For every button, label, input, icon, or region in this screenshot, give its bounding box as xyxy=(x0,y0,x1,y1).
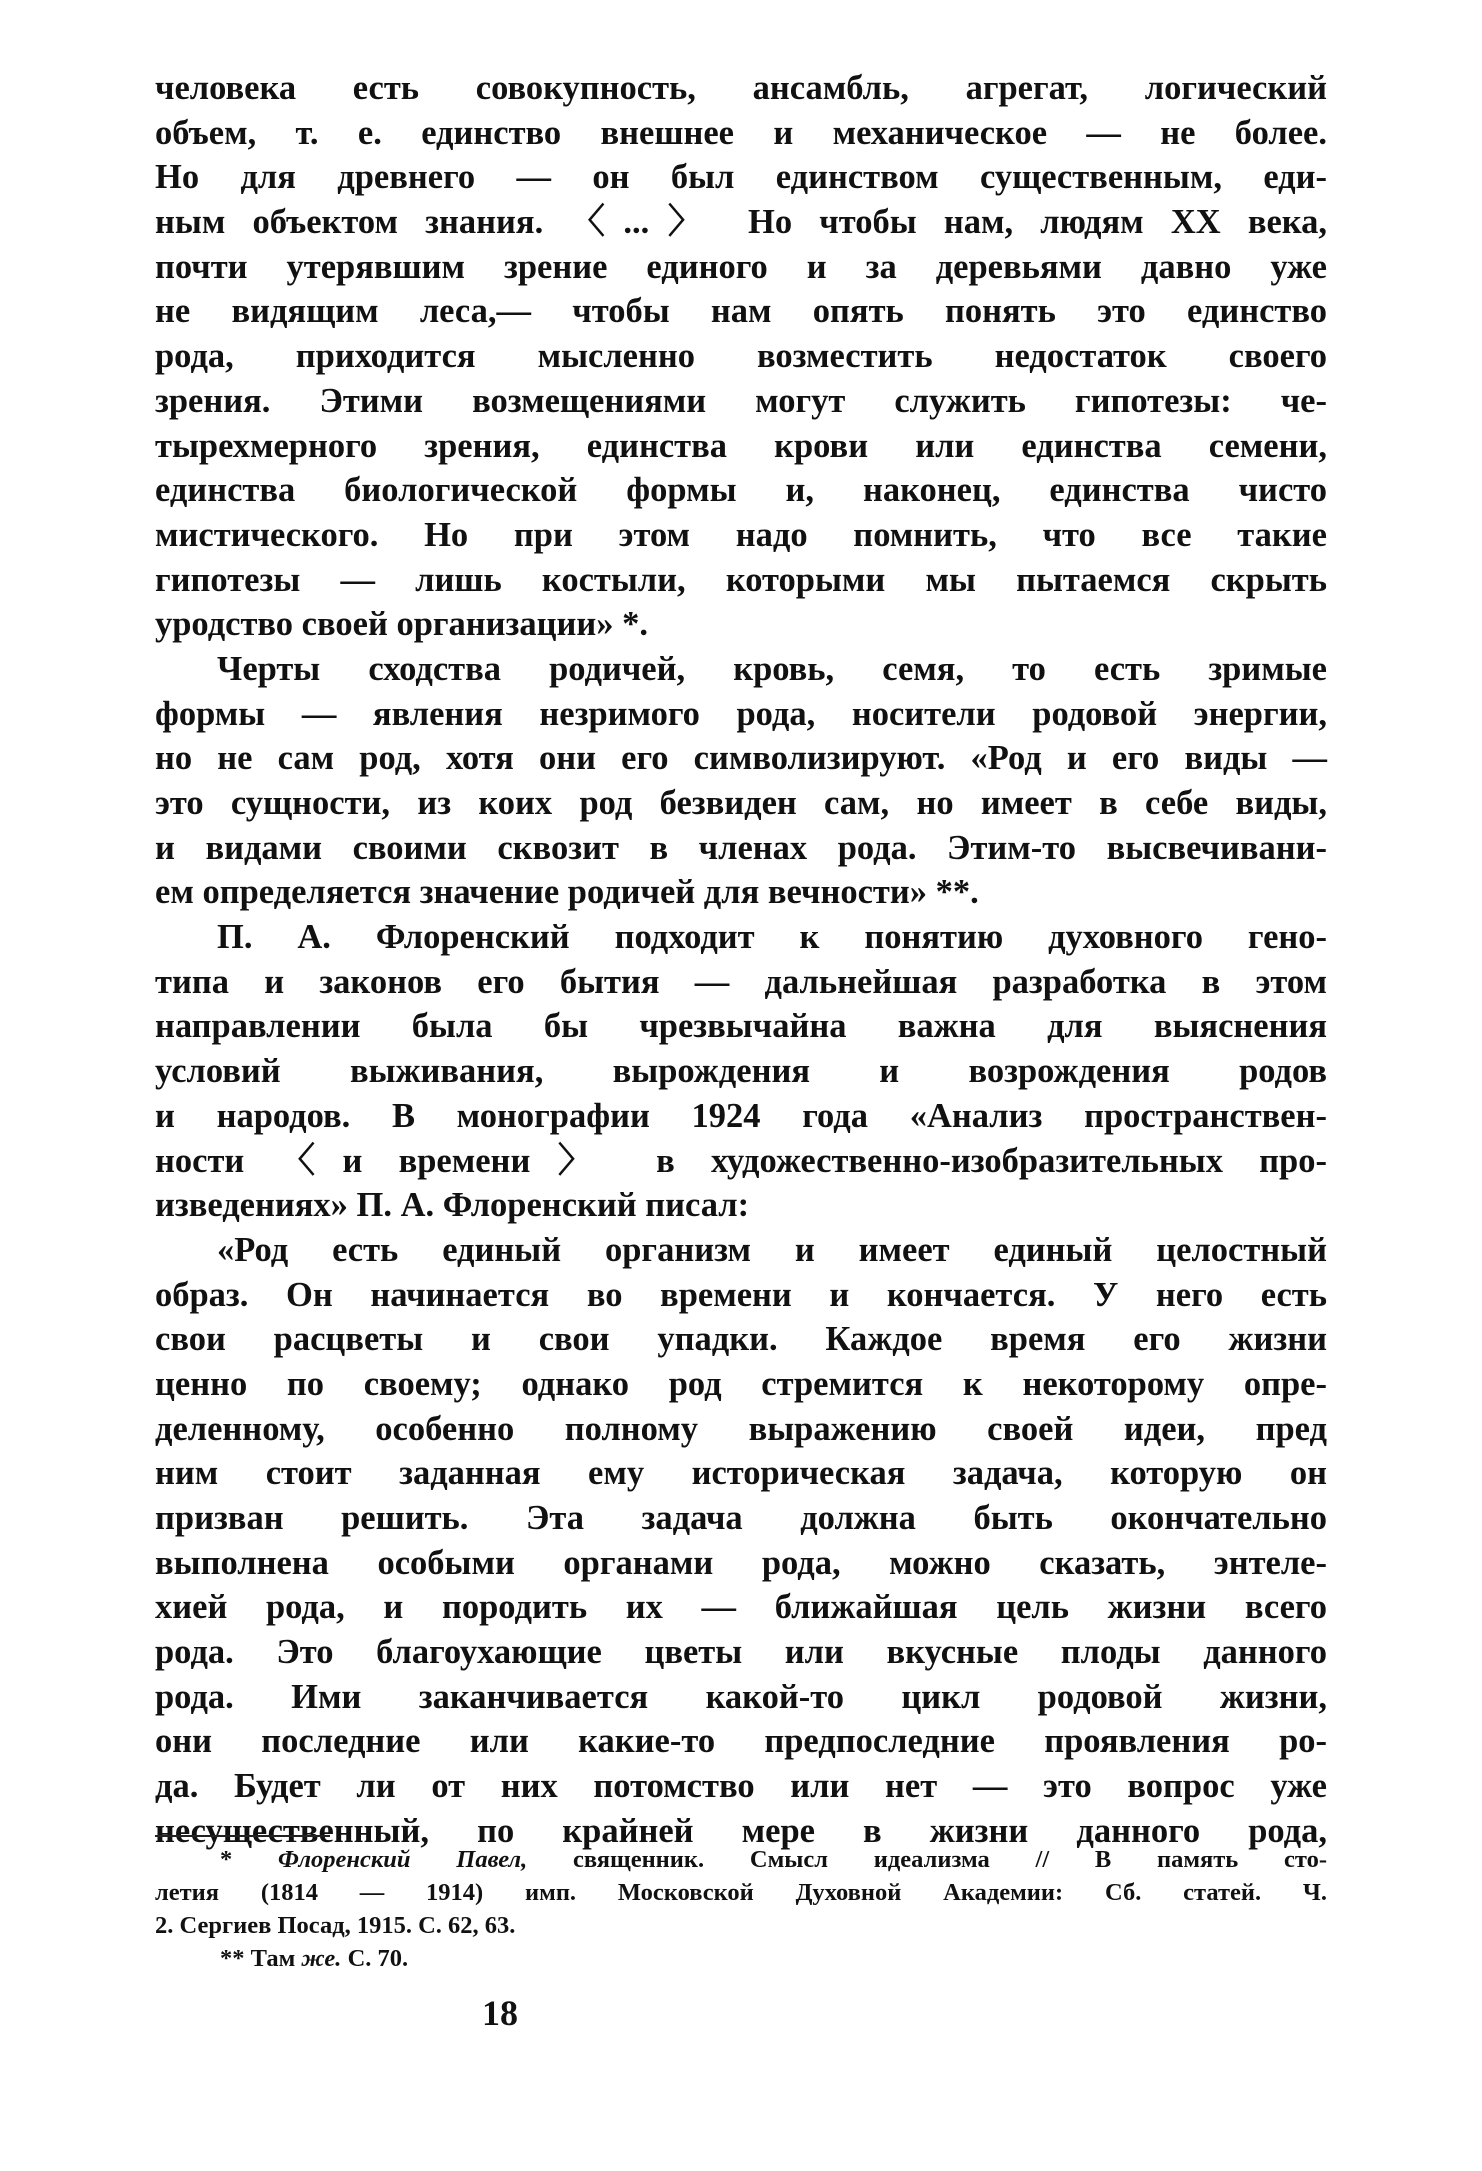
text-line: выполнена особыми органами рода, можно сказать, энтеле- xyxy=(155,1543,1327,1582)
text-line: но не сам род, хотя они его символизируют. «Род и его виды — xyxy=(155,739,1327,778)
paragraph-end-line: ем определяется значение родичей для вечности» **. xyxy=(155,873,979,912)
text-line: объем, т. е. единство внешнее и механическое — не более. xyxy=(155,113,1327,152)
text-line: и видами своими сквозит в членах рода. Этим-то высвечивани- xyxy=(155,828,1327,867)
text-line: ным объектом знания. 〈...〉 Но чтобы нам, людям XX века, xyxy=(155,203,1327,242)
footnote-marker: * xyxy=(220,1846,233,1873)
footnote-text: священник. Смысл идеализма // В память сто- xyxy=(572,1846,1328,1873)
text-line: деленному, особенно полному выражению своей идеи, пред xyxy=(155,1409,1327,1448)
text-line: призван решить. Эта задача должна быть окончательно xyxy=(155,1499,1327,1537)
paragraph-end-line: уродство своей организации» *. xyxy=(155,605,649,644)
paragraph-start-line: «Род есть единый организм и имеет единый целостный xyxy=(217,1230,1327,1269)
text-line: почти утерявшим зрение единого и за деревьями давно уже xyxy=(155,247,1327,286)
text-line: несущественный, по крайней мере в жизни данного рода, xyxy=(155,1811,1327,1850)
footnote-author: Флоренский Павел, xyxy=(278,1846,528,1873)
footnote-1-line-2: летия (1814 — 1914) имп. Московской Духовной Академии: Сб. статей. Ч. xyxy=(155,1879,1327,1906)
page-number: 18 xyxy=(482,1993,518,2033)
paragraph-start-line: П. А. Флоренский подходит к понятию духовного гено- xyxy=(217,918,1327,957)
text-line: ценно по своему; однако род стремится к некоторому опре- xyxy=(155,1364,1327,1403)
text-line: рода, приходится мысленно возместить недостаток своего xyxy=(155,337,1327,376)
text-line: типа и законов его бытия — дальнейшая разработка в этом xyxy=(155,962,1327,1001)
paragraph-end-line: изведениях» П. А. Флоренский писал: xyxy=(155,1186,750,1225)
footnote-text: С. 70. xyxy=(347,1945,409,1972)
text-line: условий выживания, вырождения и возрождения родов xyxy=(155,1052,1327,1091)
text-line: гипотезы — лишь костыли, которыми мы пытаемся скрыть xyxy=(155,560,1327,599)
text-line: рода. Ими заканчивается какой-то цикл родовой жизни, xyxy=(155,1677,1327,1716)
text-line: рода. Это благоухающие цветы или вкусные плоды данного xyxy=(155,1633,1327,1672)
text-line: ним стоит заданная ему историческая задача, которую он xyxy=(155,1454,1327,1493)
text-line: они последние или какие-то предпоследние проявления ро- xyxy=(155,1722,1327,1761)
text-line: это сущности, из коих род безвиден сам, но имеет в себе виды, xyxy=(155,784,1327,822)
footnote-2 xyxy=(155,1942,1327,1975)
footnotes xyxy=(155,1843,1327,1975)
footnote-separator xyxy=(155,1835,330,1837)
text-line: тырехмерного зрения, единства крови или единства семени, xyxy=(155,426,1327,465)
text-line: свои расцветы и свои упадки. Каждое время его жизни xyxy=(155,1320,1327,1359)
text-line: формы — явления незримого рода, носители родовой энергии, xyxy=(155,694,1327,733)
footnote-1-line-1 xyxy=(155,1843,1327,1876)
text-line: человека есть совокупность, ансамбль, агрегат, логический xyxy=(155,69,1327,107)
text-line: Но для древнего — он был единством существенным, еди- xyxy=(155,158,1327,197)
text-line: не видящим леса,— чтобы нам опять понять это единство xyxy=(155,292,1327,331)
text-line: зрения. Этими возмещениями могут служить гипотезы: че- xyxy=(155,381,1327,420)
text-line: и народов. В монографии 1924 года «Анализ пространствен- xyxy=(155,1096,1327,1135)
footnote-italic: же. xyxy=(301,1945,342,1972)
main-text xyxy=(155,66,1327,1854)
footnote-marker: ** xyxy=(220,1945,245,1972)
text-line: единства биологической формы и, наконец, единства чисто xyxy=(155,471,1327,510)
text-line: да. Будет ли от них потомство или нет — это вопрос уже xyxy=(155,1767,1327,1806)
footnote-text: Там xyxy=(250,1945,296,1972)
text-line: хией рода, и породить их — ближайшая цель жизни всего xyxy=(155,1588,1327,1627)
text-line: образ. Он начинается во времени и кончается. У него есть xyxy=(155,1275,1327,1314)
text-line: направлении была бы чрезвычайна важна для выяснения xyxy=(155,1007,1327,1046)
text-line: мистического. Но при этом надо помнить, что все такие xyxy=(155,515,1327,554)
text-line: ности 〈и времени〉 в художественно-изобразительных про- xyxy=(155,1141,1327,1180)
footnote-1-line-3: 2. Сергиев Посад, 1915. С. 62, 63. xyxy=(155,1912,516,1939)
paragraph-start-line: Черты сходства родичей, кровь, семя, то есть зримые xyxy=(217,649,1327,688)
